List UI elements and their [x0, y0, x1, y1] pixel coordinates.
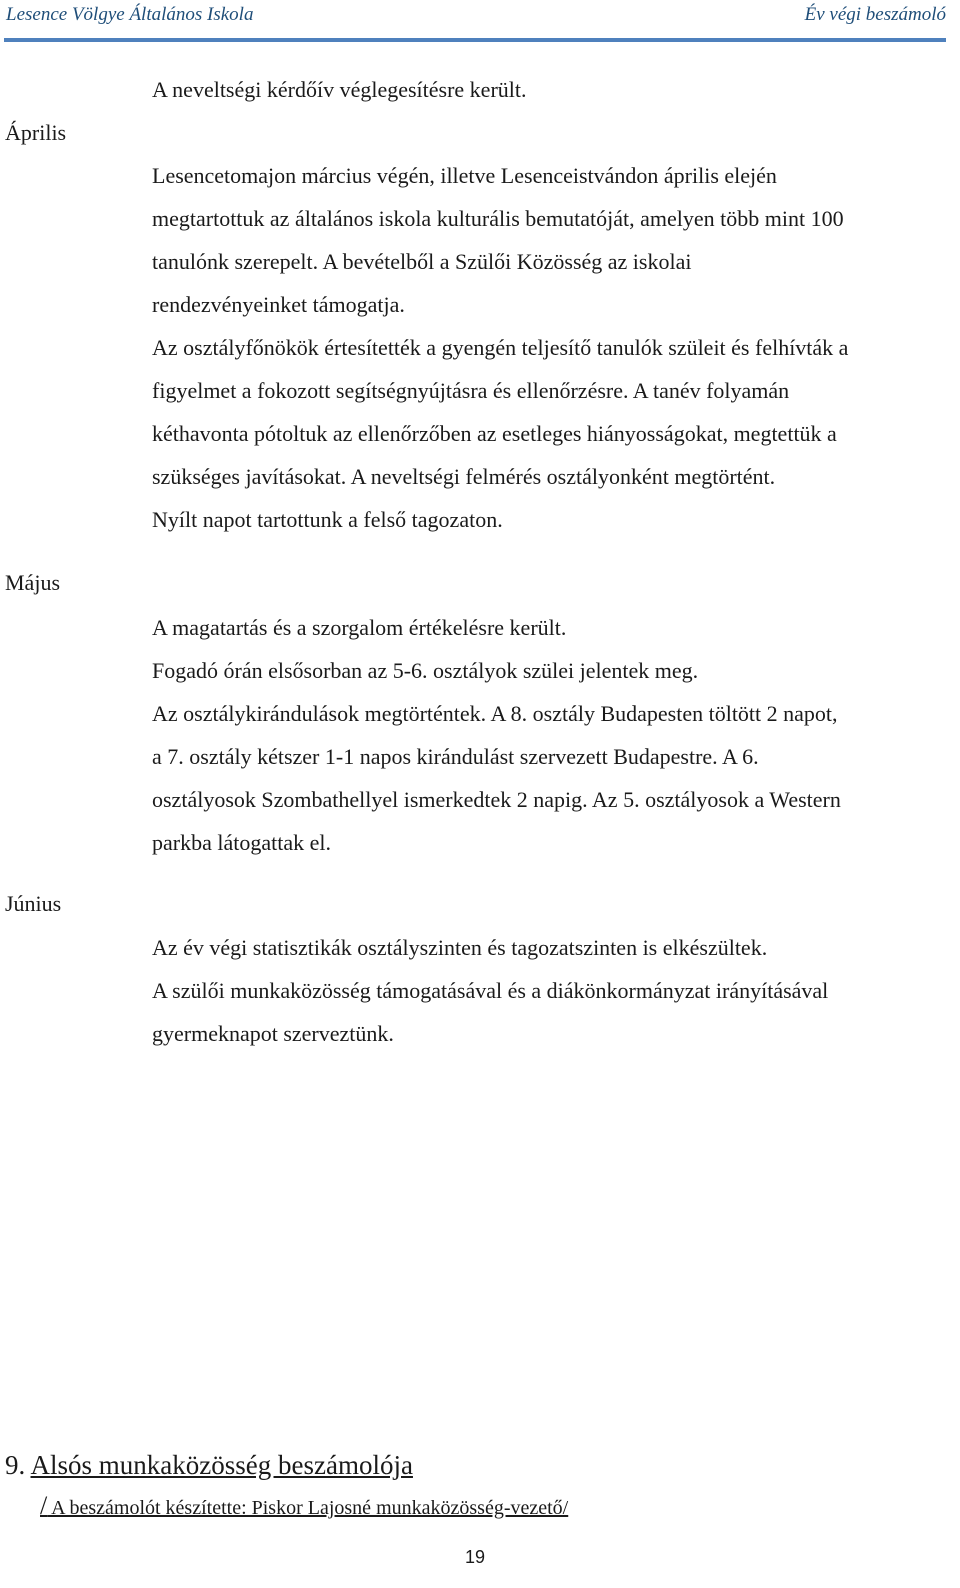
paragraph-line: kéthavonta pótoltuk az ellenőrzőben az esetleges hiányosságokat, megtettük a [152, 421, 837, 446]
paragraph-line: Lesencetomajon március végén, illetve Lesenceistvándon április elején [152, 163, 777, 188]
header-rule [4, 38, 946, 42]
section-number: 9. [5, 1450, 26, 1480]
month-label-may: Május [5, 570, 60, 595]
author-text: A beszámolót készítette: Piskor Lajosné munkaközösség-vezető/ [47, 1497, 569, 1519]
header-document-title: Év végi beszámoló [804, 4, 946, 25]
month-label-april: Április [5, 120, 67, 145]
month-label-june: Június [5, 891, 62, 916]
section-title: Alsós munkaközösség beszámolója [30, 1450, 413, 1480]
paragraph-line: figyelmet a fokozott segítségnyújtásra és ellenőrzésre. A tanév folyamán [152, 378, 790, 403]
paragraph-line: a 7. osztály kétszer 1-1 napos kirándulást szervezett Budapestre. A 6. [152, 744, 759, 769]
april-paragraph [152, 68, 848, 541]
paragraph-line: A szülői munkaközösség támogatásával és a diákönkormányzat irányításával [152, 978, 829, 1003]
paragraph-line: gyermeknapot szerveztünk. [152, 1021, 394, 1046]
paragraph-line: osztályosok Szombathellyel ismerkedtek 2 napig. Az 5. osztályosok a Western [152, 787, 841, 812]
paragraph-line: megtartottuk az általános iskola kulturális bemutatóját, amelyen több mint 100 [152, 206, 844, 231]
paragraph-line [152, 111, 848, 154]
page-number: 19 [464, 1547, 486, 1567]
paragraph-line: A magatartás és a szorgalom értékelésre került. [152, 615, 567, 640]
section-heading [5, 1448, 413, 1482]
paragraph-line: Nyílt napot tartottunk a felső tagozaton. [152, 507, 503, 532]
section-author [40, 1491, 568, 1523]
june-paragraph [152, 926, 828, 1055]
paragraph-line: parkba látogattak el. [152, 830, 331, 855]
paragraph-line: Az osztályfőnökök értesítették a gyengén teljesítő tanulók szüleit és felhívták a [152, 335, 849, 360]
paragraph-line: Fogadó órán elsősorban az 5-6. osztályok szülei jelentek meg. [152, 658, 699, 683]
paragraph-line: tanulónk szerepelt. A bevételből a Szülői Közösség az iskolai [152, 249, 692, 274]
may-paragraph [152, 606, 841, 864]
paragraph-line: szükséges javításokat. A neveltségi felmérés osztályonként megtörtént. [152, 464, 776, 489]
author-slash: / [40, 1491, 48, 1520]
paragraph-line: Az év végi statisztikák osztályszinten és tagozatszinten is elkészültek. [152, 935, 768, 960]
paragraph-line: Az osztálykirándulások megtörténtek. A 8. osztály Budapesten töltött 2 napot, [152, 701, 838, 726]
page-header [6, 2, 946, 28]
paragraph-line: rendezvényeinket támogatja. [152, 292, 405, 317]
header-school-name: Lesence Völgye Általános Iskola [6, 4, 254, 25]
paragraph-line: A neveltségi kérdőív véglegesítésre került. [152, 77, 527, 102]
